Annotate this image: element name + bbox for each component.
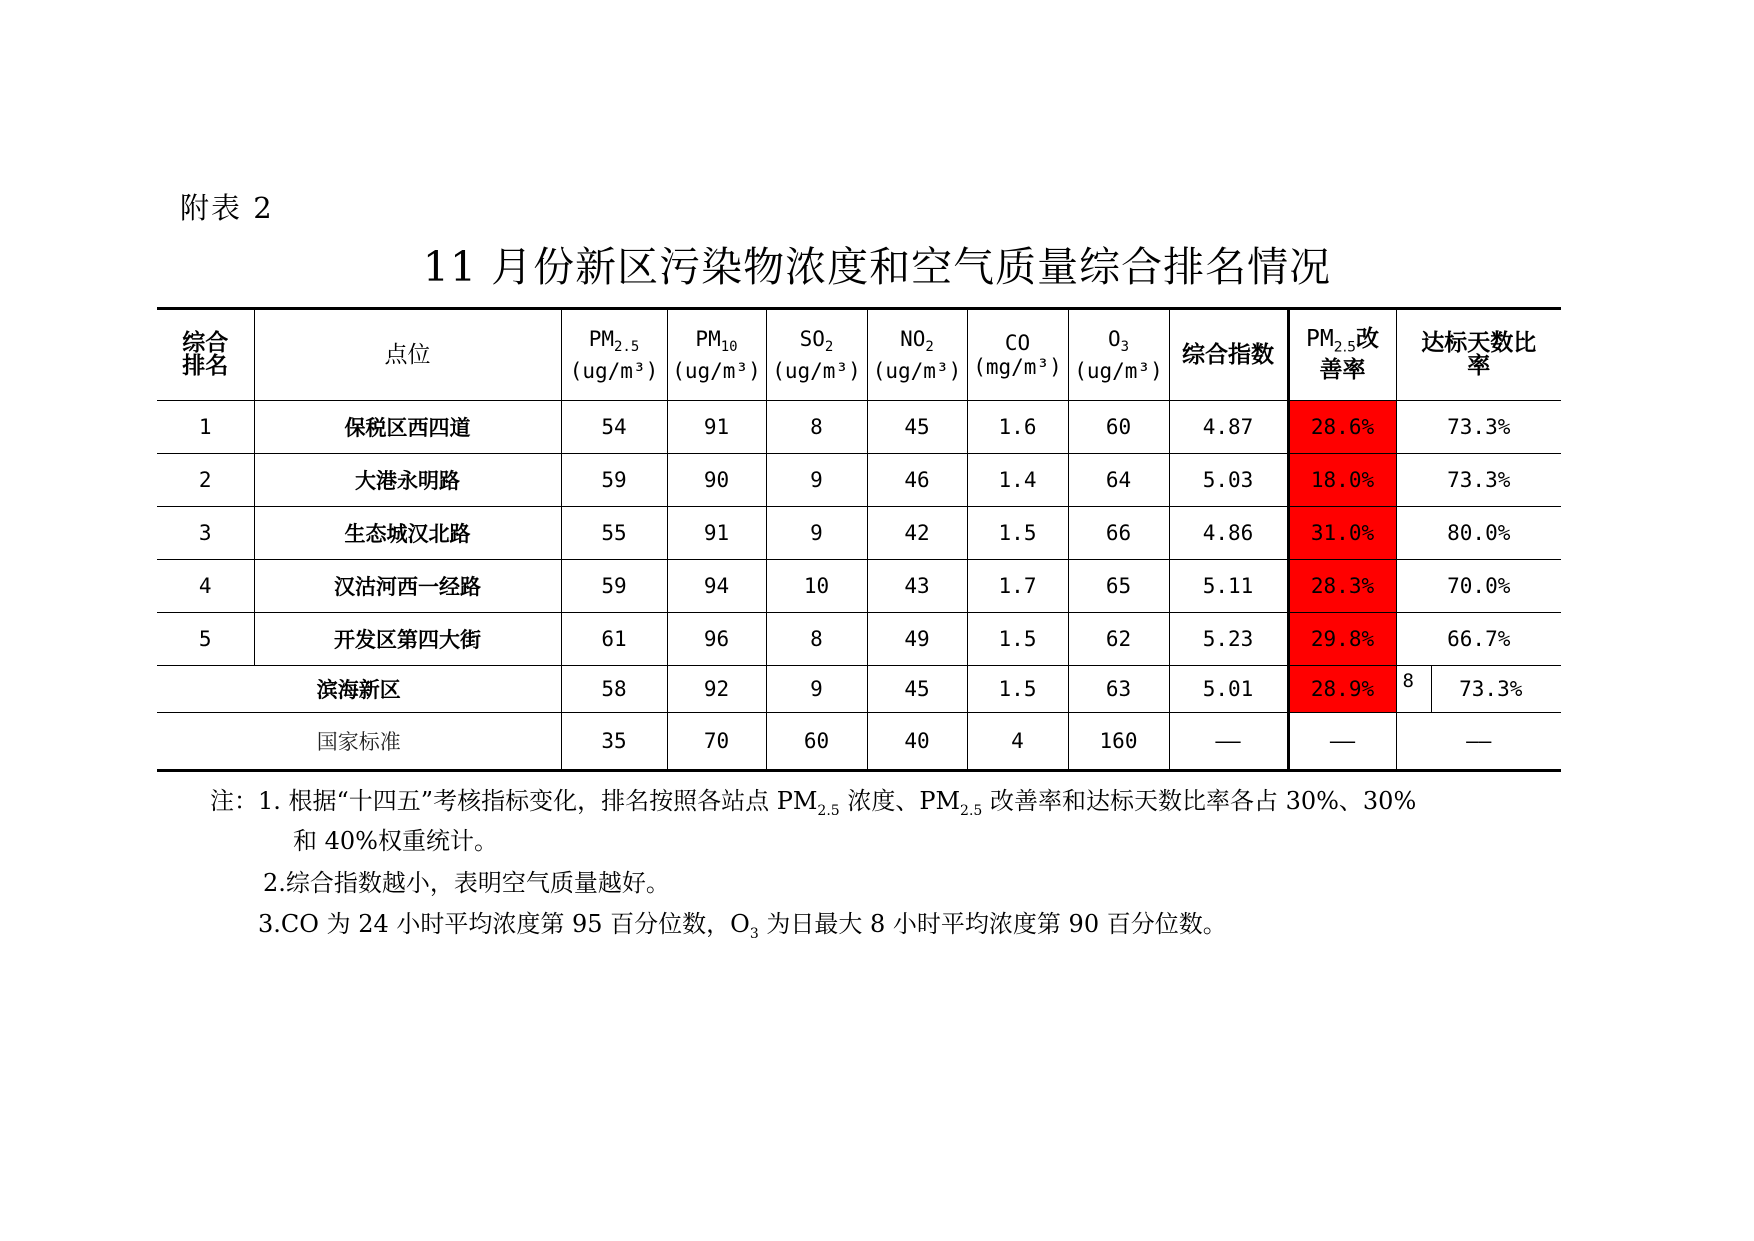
cell-standard-so2: 60 xyxy=(766,713,867,771)
cell-index: 5.11 xyxy=(1169,560,1288,613)
note-1-continued: 和 40%权重统计。 xyxy=(293,827,498,855)
table-row xyxy=(157,560,1561,613)
cell-days: 80.0% xyxy=(1396,507,1561,560)
stray-mark: 8 xyxy=(1402,670,1414,692)
cell-rank: 1 xyxy=(157,401,254,454)
cell-standard-no2: 40 xyxy=(867,713,967,771)
cell-so2: 8 xyxy=(766,613,867,666)
cell-no2: 46 xyxy=(867,454,967,507)
cell-total-pm10: 92 xyxy=(667,666,766,713)
cell-total-pm25: 58 xyxy=(561,666,667,713)
cell-o3: 64 xyxy=(1068,454,1169,507)
table-row xyxy=(157,454,1561,507)
cell-index: 4.87 xyxy=(1169,401,1288,454)
cell-co: 1.5 xyxy=(967,613,1068,666)
document-title: 11 月份新区污染物浓度和空气质量综合排名情况 xyxy=(422,243,1332,291)
cell-total-so2: 9 xyxy=(766,666,867,713)
cell-pm10: 90 xyxy=(667,454,766,507)
cell-no2: 43 xyxy=(867,560,967,613)
header-no2: $NO_2$ (ug/m³) xyxy=(867,309,967,401)
header-so2: $SO_2$ (ug/m³) xyxy=(766,309,867,401)
cell-so2: 9 xyxy=(766,454,867,507)
cell-co: 1.6 xyxy=(967,401,1068,454)
cell-o3: 66 xyxy=(1068,507,1169,560)
cell-so2: 8 xyxy=(766,401,867,454)
cell-so2: 10 xyxy=(766,560,867,613)
cell-rank: 5 xyxy=(157,613,254,666)
cell-total-index: 5.01 xyxy=(1169,666,1288,713)
header-improve: $PM_{2.5}$改善率 xyxy=(1288,309,1396,401)
cell-total-co: 1.5 xyxy=(967,666,1068,713)
cell-pm25: 59 xyxy=(561,454,667,507)
cell-index: 5.23 xyxy=(1169,613,1288,666)
cell-site: 大港永明路 xyxy=(254,454,561,507)
cell-co: 1.7 xyxy=(967,560,1068,613)
header-row xyxy=(157,309,1561,401)
cell-site: 保税区西四道 xyxy=(254,401,561,454)
cell-pm10: 91 xyxy=(667,507,766,560)
cell-site: 汉沽河西一经路 xyxy=(254,560,561,613)
cell-index: 5.03 xyxy=(1169,454,1288,507)
table-row xyxy=(157,613,1561,666)
cell-days: 66.7% xyxy=(1396,613,1561,666)
cell-co: 1.4 xyxy=(967,454,1068,507)
header-o3: $O_3$ (ug/m³) xyxy=(1068,309,1169,401)
cell-total-improve: 28.9% xyxy=(1288,666,1396,713)
table-row xyxy=(157,401,1561,454)
cell-standard-site: 国家标准 xyxy=(157,713,561,771)
cell-rank: 3 xyxy=(157,507,254,560)
ranking-table xyxy=(157,307,1561,772)
appendix-label: 附表 2 xyxy=(180,191,274,225)
header-site: 点位 xyxy=(254,309,561,401)
header-pm10: $PM_{10}$ (ug/m³) xyxy=(667,309,766,401)
cell-standard-o3: 160 xyxy=(1068,713,1169,771)
total-row xyxy=(157,666,1561,713)
cell-co: 1.5 xyxy=(967,507,1068,560)
header-index: 综合指数 xyxy=(1169,309,1288,401)
cell-improve: 28.6% xyxy=(1288,401,1396,454)
table-row xyxy=(157,507,1561,560)
cell-pm25: 61 xyxy=(561,613,667,666)
cell-standard-index: —— xyxy=(1169,713,1288,771)
cell-improve: 29.8% xyxy=(1288,613,1396,666)
header-rank: 综合排名 xyxy=(157,309,254,401)
cell-index: 4.86 xyxy=(1169,507,1288,560)
cell-standard-co: 4 xyxy=(967,713,1068,771)
cell-pm10: 91 xyxy=(667,401,766,454)
cell-o3: 65 xyxy=(1068,560,1169,613)
stray-divider xyxy=(1431,666,1432,712)
cell-improve: 31.0% xyxy=(1288,507,1396,560)
cell-improve: 28.3% xyxy=(1288,560,1396,613)
cell-total-o3: 63 xyxy=(1068,666,1169,713)
cell-site: 开发区第四大街 xyxy=(254,613,561,666)
cell-o3: 62 xyxy=(1068,613,1169,666)
header-pm25: $PM_{2.5}$ (ug/m³) xyxy=(561,309,667,401)
cell-total-site: 滨海新区 xyxy=(157,666,561,713)
cell-so2: 9 xyxy=(766,507,867,560)
cell-total-no2: 45 xyxy=(867,666,967,713)
cell-no2: 49 xyxy=(867,613,967,666)
cell-no2: 45 xyxy=(867,401,967,454)
cell-pm25: 59 xyxy=(561,560,667,613)
cell-days: 70.0% xyxy=(1396,560,1561,613)
note-2: 2.综合指数越小，表明空气质量越好。 xyxy=(263,869,670,897)
standard-row xyxy=(157,713,1561,771)
cell-rank: 4 xyxy=(157,560,254,613)
cell-pm10: 96 xyxy=(667,613,766,666)
note-3: 3.CO 为 24 小时平均浓度第 95 百分位数，$O_3$ 为日最大 8 小时平均浓度第 90 百分位数。 xyxy=(258,910,1227,942)
cell-rank: 2 xyxy=(157,454,254,507)
cell-standard-pm10: 70 xyxy=(667,713,766,771)
cell-no2: 42 xyxy=(867,507,967,560)
cell-o3: 60 xyxy=(1068,401,1169,454)
cell-pm25: 54 xyxy=(561,401,667,454)
cell-standard-improve: —— xyxy=(1288,713,1396,771)
cell-site: 生态城汉北路 xyxy=(254,507,561,560)
header-days: 达标天数比率 xyxy=(1396,309,1561,401)
cell-days: 73.3% xyxy=(1396,401,1561,454)
cell-total-days: 8 73.3% xyxy=(1396,666,1561,713)
cell-pm10: 94 xyxy=(667,560,766,613)
header-co: CO (mg/m³) xyxy=(967,309,1068,401)
cell-improve: 18.0% xyxy=(1288,454,1396,507)
note-1: 注：1. 根据“十四五”考核指标变化，排名按照各站点 $PM_{2.5}$ 浓度、$PM_{2.5}$ 改善率和达标天数比率各占 30%、30% xyxy=(210,787,1417,819)
cell-standard-days: —— xyxy=(1396,713,1561,771)
cell-pm25: 55 xyxy=(561,507,667,560)
cell-days: 73.3% xyxy=(1396,454,1561,507)
cell-standard-pm25: 35 xyxy=(561,713,667,771)
